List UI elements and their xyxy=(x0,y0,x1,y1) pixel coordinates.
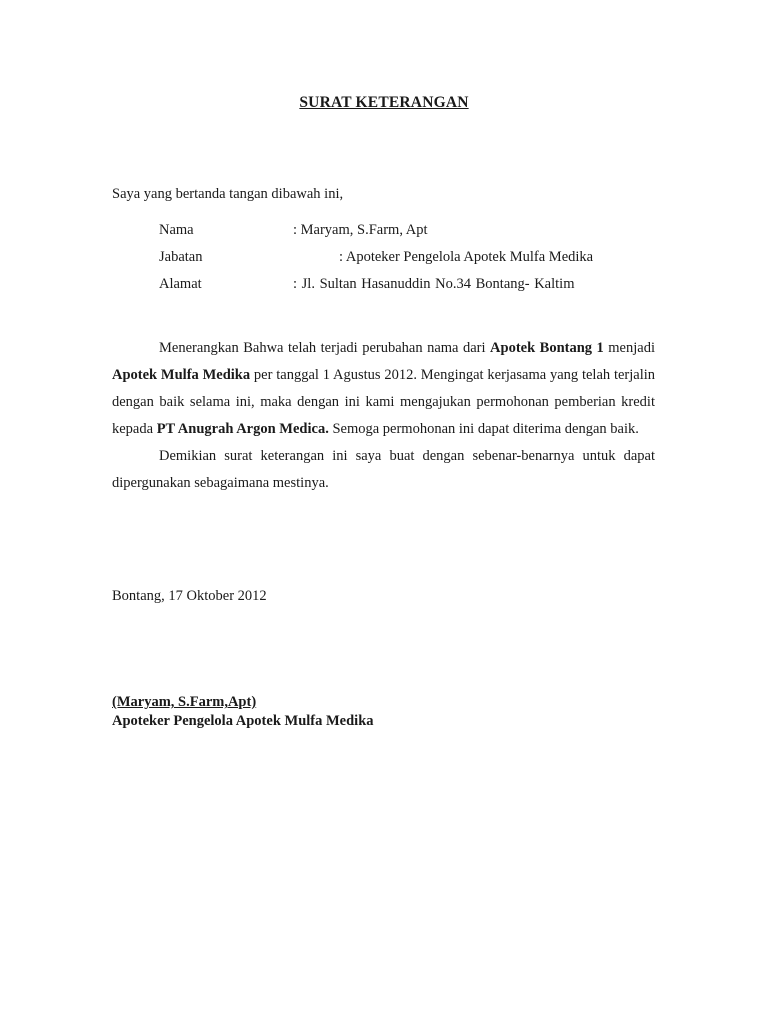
field-label: Alamat xyxy=(159,276,202,292)
company-name: PT Anugrah Argon Medica. xyxy=(156,421,329,437)
text-run: Semoga permohonan ini dapat diterima dengan baik. xyxy=(328,421,639,437)
intro-text: Saya yang bertanda tangan dibawah ini, xyxy=(112,186,344,202)
text-run: Menerangkan Bahwa telah terjadi perubahan nama dari xyxy=(159,340,491,356)
document-title: SURAT KETERANGAN xyxy=(299,94,469,111)
letter-body xyxy=(112,335,655,497)
old-pharmacy-name: Apotek Bontang 1 xyxy=(490,340,604,356)
paragraph-statement xyxy=(112,335,655,443)
field-value: : Jl. Sultan Hasanuddin No.34 Bontang- Kaltim xyxy=(293,276,575,292)
signatory-title: Apoteker Pengelola Apotek Mulfa Medika xyxy=(112,713,374,729)
field-label: Nama xyxy=(159,222,194,238)
letter-date: Bontang, 17 Oktober 2012 xyxy=(112,588,267,604)
new-pharmacy-name: Apotek Mulfa Medika xyxy=(112,367,251,383)
field-value: : Apoteker Pengelola Apotek Mulfa Medika xyxy=(339,249,594,265)
field-value: : Maryam, S.Farm, Apt xyxy=(293,222,428,238)
field-label: Jabatan xyxy=(159,249,203,265)
paragraph-closing: Demikian surat keterangan ini saya buat dengan sebenar-benarnya untuk dapat dipergunakan sebagaimana mestinya. xyxy=(112,448,655,491)
text-run: menjadi xyxy=(603,340,655,356)
text-run: per tanggal 1 Agustus 2012. Mengingat kerjasama yang telah terjalin dengan baik selama ini, maka dengan ini kami mengajukan permohonan pemberian kredit kepada xyxy=(112,367,656,437)
signatory-name: (Maryam, S.Farm,Apt) xyxy=(112,694,257,710)
